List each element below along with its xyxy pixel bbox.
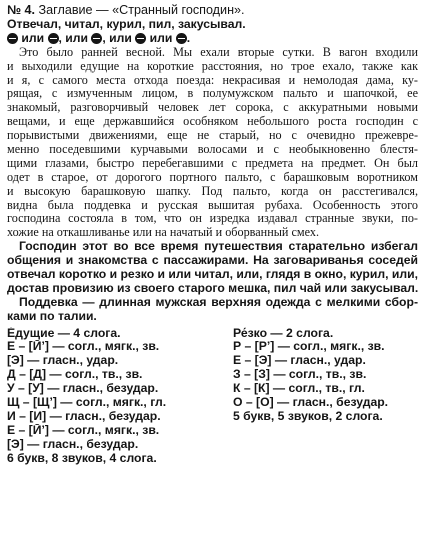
text-line: Господин этот во все время путешествия старательно избегал [19,240,418,254]
predicate-symbol-icon [91,33,102,44]
analysis-line: И – [И] — гласн., безудар. [7,410,161,424]
exercise-number: № 4. [7,4,36,17]
text-line: ками по талии. [7,309,97,323]
analysis-column-left [7,327,233,466]
analysis-line: 6 букв, 8 звуков, 4 слога. [7,451,157,465]
analysis-line: Е – [Й’] — согл., мягк., зв. [7,423,160,437]
analysis-line: Е – [Э] — гласн., удар. [233,354,366,368]
analysis-line: О – [О] — гласн., безудар. [233,396,389,410]
text-line: общения и знакомства с пассажирами. На заговариванья соседей [7,254,418,268]
predicate-symbol-icon [135,33,146,44]
analysis-line: Е – [Й’] — согл., мягк., зв. [7,340,160,354]
text-line: одет в старое, от дорогого портного пальто, с барашковым воротником [7,170,418,184]
text-line: менно поседевшими курчавыми волосами и с необыкновенно блестя- [7,142,418,156]
exercise-heading: Заглавие — «Странный господин». [38,4,245,17]
phonetic-analysis [7,327,418,466]
text-line: и высокую барашковую шапку. Под пальто, когда он расстегивался, [7,184,418,198]
verb-list: Отвечал, читал, курил, пил, закусывал. [7,17,246,31]
text-line: и выходили едущие на короткие расстояния, но трое ехало, также как [7,59,418,73]
text-line: господина состояла в том, что он изредка издавал странные звуки, по- [7,212,418,226]
text-line: достав провизию из своего старого мешка, пил чай или закусывал. [7,281,418,295]
text-line: Поддевка — длинная мужская верхняя одежда с мелкими сбор- [19,295,418,309]
analysis-line: К – [К] — согл., тв., гл. [233,382,365,396]
text-line: знакомый, разговорчивый человек лет сорока, с аккуратными новыми [7,101,418,115]
analysis-column-right [233,327,418,466]
text-line: отвечал коротко и резко и или читал, или, глядя в окно, курил, или, [7,267,418,281]
analysis-line: Е́дущие — 4 слога. [7,326,121,340]
exercise-title [7,4,418,18]
paragraph-2 [7,240,418,296]
text-line: рящая, с измученным лицом, в полумужском пальто и шапочкой, ее [7,87,418,101]
analysis-line: З – [З] — согл., тв., зв. [233,368,367,382]
analysis-line: Щ – [Щ’] — согл., мягк., гл. [7,396,167,410]
text-line: щими глазами, быстро перебегавшими с предмета на предмет. Он был [7,156,418,170]
text-line: видна была поддевка и русская вышитая рубаха. Особенность этого [7,198,418,212]
definition [7,296,418,324]
analysis-line: [Э] — гласн., удар. [7,354,119,368]
text-line: хожие на откашливанье или на начатый и оборванный смех. [7,226,319,240]
analysis-line: 5 букв, 5 звуков, 2 слога. [233,410,383,424]
predicate-symbol-icon [176,33,187,44]
text-line: порывистыми движениями, еще не старый, но с очевидно прежевре- [7,129,418,143]
analysis-line: Р – [Р’] — согл., мягк., зв. [233,340,385,354]
analysis-line: [Э] — гласн., безудар. [7,437,139,451]
text-line: Это было ранней весной. Мы ехали вторые сутки. В вагон входили [19,45,418,59]
text-line: и я, с самого места отхода поезда: некрасивая и немолодая дама, ку- [7,73,418,87]
analysis-line: Ре́зко — 2 слога. [233,326,334,340]
analysis-line: Д – [Д] — согл., тв., зв. [7,368,143,382]
text-line: вещами, и еще державшийся особняком небольшого роста господин с [7,115,418,129]
predicate-symbol-icon [7,33,18,44]
analysis-line: У – [У] — гласн., безудар. [7,382,159,396]
predicate-symbol-icon [48,33,59,44]
paragraph-1 [7,46,418,240]
predicate-scheme: или , или , или или . [7,32,418,46]
